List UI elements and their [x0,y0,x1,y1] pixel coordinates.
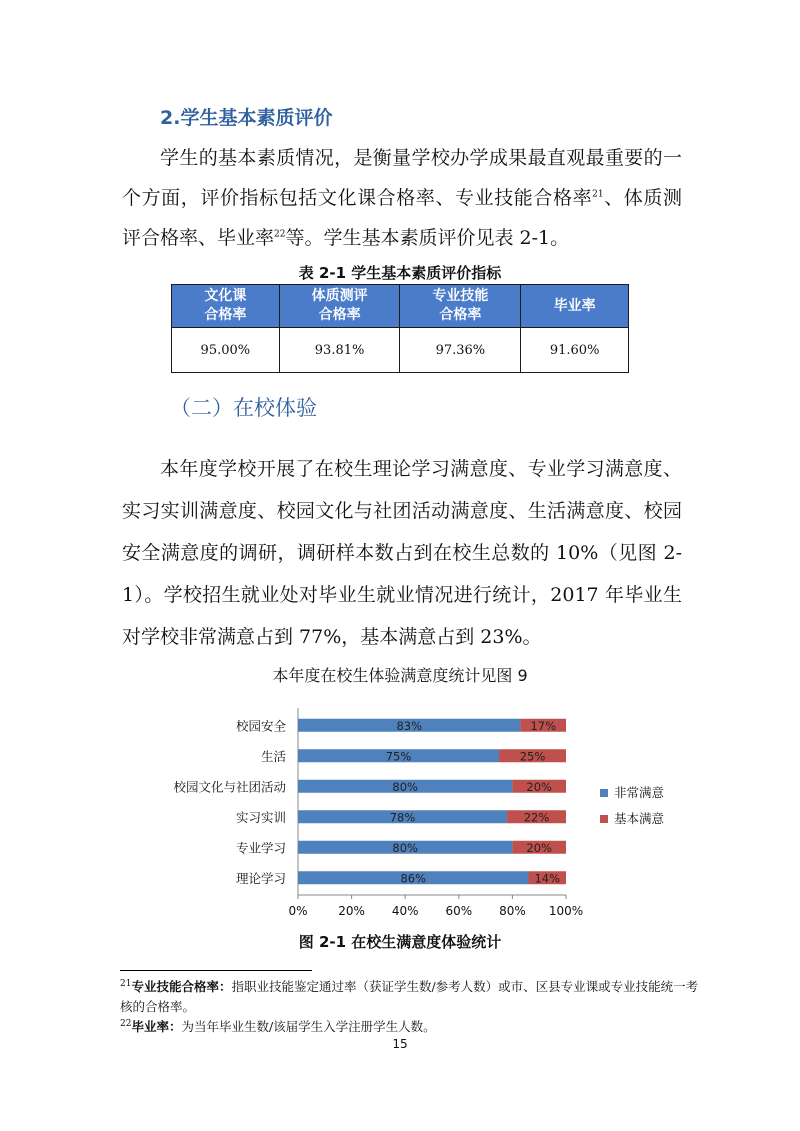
x-tick-label: 60% [445,904,473,918]
table-header-row [172,285,629,328]
footnote-21: $^{21}$专业技能合格率：指职业技能鉴定通过率（获证学生数/参考人数）或市、区县专业课或专业技能统一考核的合格率。 [120,978,699,1014]
data-label: 14% [534,871,561,886]
legend-swatch [600,815,608,823]
x-tick-label: 40% [391,904,419,918]
para1-text-b: 、体质测评合格率、毕业率 [122,187,682,249]
x-tick-label: 20% [338,904,365,918]
category-label: 校园文化与社团活动 [173,779,286,795]
category-label: 校园安全 [235,718,286,734]
footnote-ref-21[interactable]: 21 [592,189,604,200]
legend-swatch [600,789,608,797]
data-label: 80% [392,779,418,794]
category-label: 生活 [260,748,286,764]
header-cell: 文化课 合格率 [172,285,280,328]
footnote-ref-22[interactable]: 22 [274,229,286,240]
table-row [172,328,629,373]
legend-label: 非常满意 [614,785,665,800]
quality-metrics-table [171,284,629,373]
header-cell: 专业技能 合格率 [400,285,521,328]
value-cell: 97.36% [400,328,521,373]
para1-text-c: 等。学生基本素质评价见表 2-1。 [285,227,570,249]
section-heading: 2.学生基本素质评价 [160,107,333,129]
table-title: 表 2-1 学生基本素质评价指标 [298,264,502,282]
header-cell: 体质测评 合格率 [279,285,400,328]
data-label: 25% [519,749,546,764]
data-label: 20% [526,779,552,794]
data-label: 83% [396,718,423,733]
footnotes [120,977,700,1037]
x-tick-label: 100% [548,904,584,918]
x-tick-label: 0% [288,904,308,918]
subheading-campus-experience: （二）在校体验 [170,396,317,420]
data-label: 17% [530,718,557,733]
data-label: 80% [392,840,418,855]
category-label: 实习实训 [235,809,286,825]
data-label: 22% [523,810,550,825]
data-label: 78% [389,810,416,825]
data-label: 86% [400,871,427,886]
chart-title: 本年度在校生体验满意度统计见图 9 [272,666,528,685]
value-cell: 91.60% [521,328,629,373]
footnote-divider [120,970,312,971]
legend-label: 基本满意 [614,811,665,826]
paragraph-quality-intro [122,138,682,258]
category-label: 专业学习 [235,840,286,856]
para1-text-a: 学生的基本素质情况，是衡量学校办学成果最直观最重要的一个方面，评价指标包括文化课合格率、专业技能合格率 [122,147,682,209]
footnote-22: $^{22}$毕业率：为当年毕业生数/该届学生入学注册学生人数。 [120,1018,436,1034]
x-tick-label: 80% [499,904,526,918]
category-label: 理论学习 [235,870,286,886]
header-cell: 毕业率 [521,285,629,328]
data-label: 75% [385,749,412,764]
paragraph-campus-experience: 本年度学校开展了在校生理论学习满意度、专业学习满意度、实习实训满意度、校园文化与社团活动满意度、生活满意度、校园安全满意度的调研，调研样本数占到在校生总数的 10%（见图 2-1）。学校招生就业处对毕业生就业情况进行统计，2017 年毕业生对学校非常满意占到 77%，基本满意占到 23%。 [122,458,682,648]
value-cell: 93.81% [279,328,400,373]
page-number: 15 [392,1037,408,1051]
figure-caption: 图 2-1 在校生满意度体验统计 [298,933,502,951]
data-label: 20% [526,840,552,855]
satisfaction-chart [150,700,670,925]
value-cell: 95.00% [172,328,280,373]
